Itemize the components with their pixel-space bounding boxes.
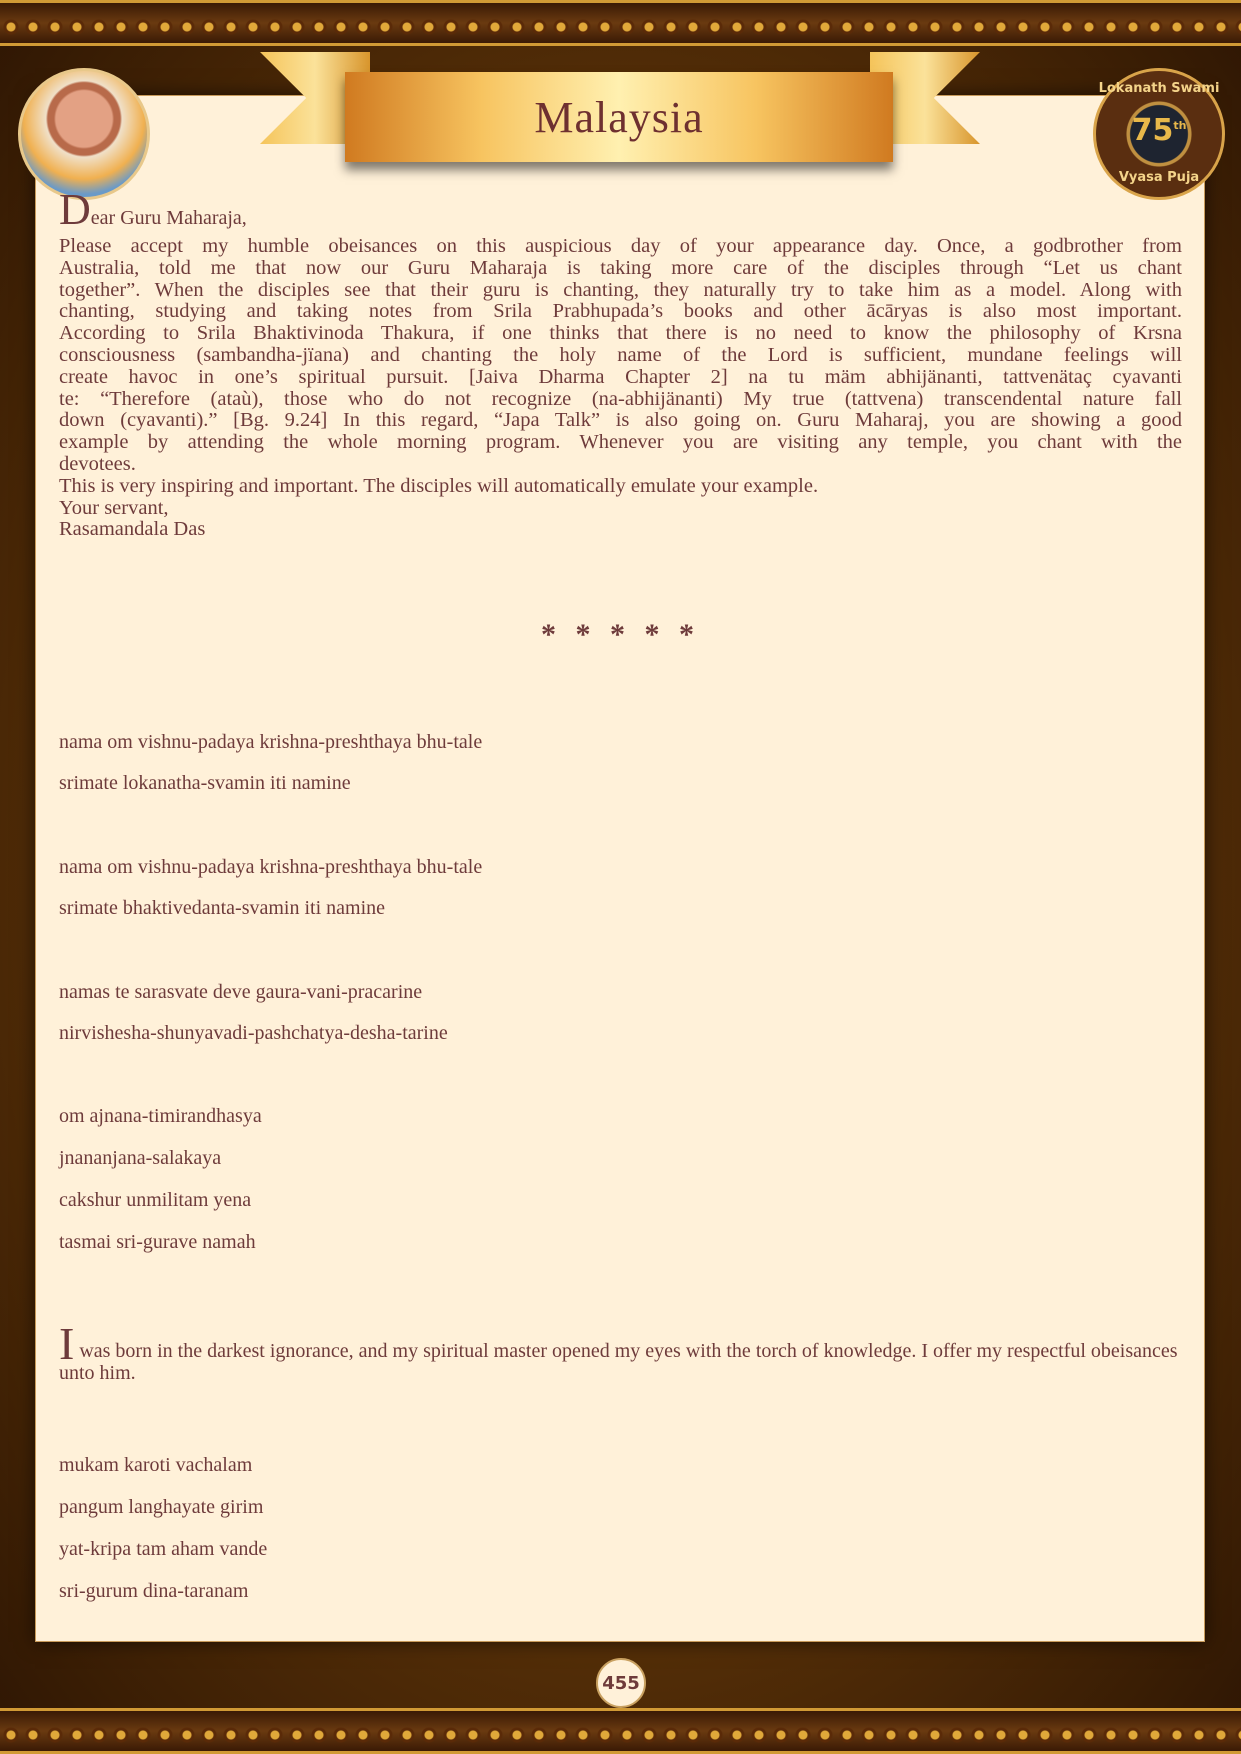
- letter-line: together”. When the disciples see that their guru is chanting, they naturally try to take him as a model. Along with: [59, 278, 1182, 301]
- verse-line: yat-kripa tam aham vande: [59, 1538, 268, 1560]
- vyasa-puja-badge: [1093, 68, 1225, 200]
- letter-line: Please accept my humble obeisances on this auspicious day of your appearance day. Once, a godbrother from: [59, 235, 1182, 257]
- letter-body: [59, 185, 1182, 541]
- letter-line: example by attending the whole morning program. Whenever you are visiting any temple, you chant with the: [59, 431, 1182, 454]
- verse-line: sri-gurum dina-taranam: [59, 1580, 249, 1602]
- verse-line: pangum langhayate girim: [59, 1496, 264, 1518]
- greeting: [59, 185, 1182, 236]
- letter-line: create havoc in one’s spiritual pursuit. [Jaiva Dharma Chapter 2] na tu mäm abhijänanti, tattvenätaç cyavanti: [59, 365, 1182, 388]
- verse-line: tasmai sri-gurave namah: [59, 1231, 256, 1253]
- drop-cap: I: [59, 1318, 75, 1369]
- verse-line: nama om vishnu-padaya krishna-preshthaya bhu-tale: [59, 856, 483, 878]
- letter-line: devotees.: [59, 452, 136, 475]
- letter-line: Australia, told me that now our Guru Maharaja is taking more care of the disciples through “Let us chant: [59, 256, 1182, 279]
- verse-line: srimate lokanatha-svamin iti namine: [59, 772, 351, 794]
- verse-line: nirvishesha-shunyavadi-pashchatya-desha-tarine: [59, 1022, 448, 1044]
- translation-paragraph: [59, 1318, 1182, 1384]
- badge-number-value: 75: [1131, 113, 1174, 148]
- letter-line: down (cyavanti).” [Bg. 9.24] In this regard, “Japa Talk” is also going on. Guru Maharaj, you are showing a good: [59, 409, 1182, 432]
- badge-bottom-text: Vyasa Puja: [1118, 170, 1200, 185]
- letter-line: te: “Therefore (ataù), those who do not recognize (na-abhijänanti) My true (tattvena) transcendental nature fall: [59, 387, 1182, 410]
- badge-top-text: Lokanath Swami: [1098, 81, 1220, 96]
- badge-suffix: th: [1173, 119, 1187, 132]
- guru-portrait: [18, 68, 150, 200]
- letter-line: Rasamandala Das: [59, 518, 206, 541]
- translation-text: was born in the darkest ignorance, and my spiritual master opened my eyes with the torch of knowledge. I offer my respectful obeisances unto him.: [59, 1340, 1178, 1384]
- separator-stars: * * * * *: [541, 618, 700, 651]
- letter-line: According to Srila Bhaktivinoda Thakura, if one thinks that there is no need to know the philosophy of Krsna: [59, 322, 1182, 345]
- decorative-border-top: [0, 0, 1241, 46]
- letter-line: chanting, studying and taking notes from Srila Prabhupada’s books and other ācāryas is also most important.: [59, 300, 1182, 323]
- page-title: Malaysia: [534, 92, 704, 142]
- verse-line: om ajnana-timirandhasya: [59, 1105, 262, 1127]
- greeting-text: ear Guru Maharaja,: [90, 207, 247, 229]
- drop-cap: D: [59, 185, 91, 234]
- verse-line: srimate bhaktivedanta-svamin iti namine: [59, 897, 386, 919]
- verse-line: cakshur unmilitam yena: [59, 1189, 252, 1211]
- verse-line: mukam karoti vachalam: [59, 1454, 253, 1476]
- title-ribbon: [345, 72, 893, 162]
- page-number: 455: [596, 1658, 646, 1708]
- letter-line: This is very inspiring and important. The disciples will automatically emulate your example.: [59, 474, 819, 497]
- verse-line: nama om vishnu-padaya krishna-preshthaya bhu-tale: [59, 731, 483, 753]
- decorative-border-bottom: [0, 1708, 1241, 1754]
- verse-line: namas te sarasvate deve gaura-vani-pracarine: [59, 981, 423, 1003]
- letter-line: Your servant,: [59, 496, 169, 519]
- verse-line: jnananjana-salakaya: [59, 1147, 222, 1169]
- letter-line: consciousness (sambandha-jïana) and chanting the holy name of the Lord is sufficient, mundane feelings will: [59, 343, 1182, 366]
- badge-number: [1096, 113, 1222, 148]
